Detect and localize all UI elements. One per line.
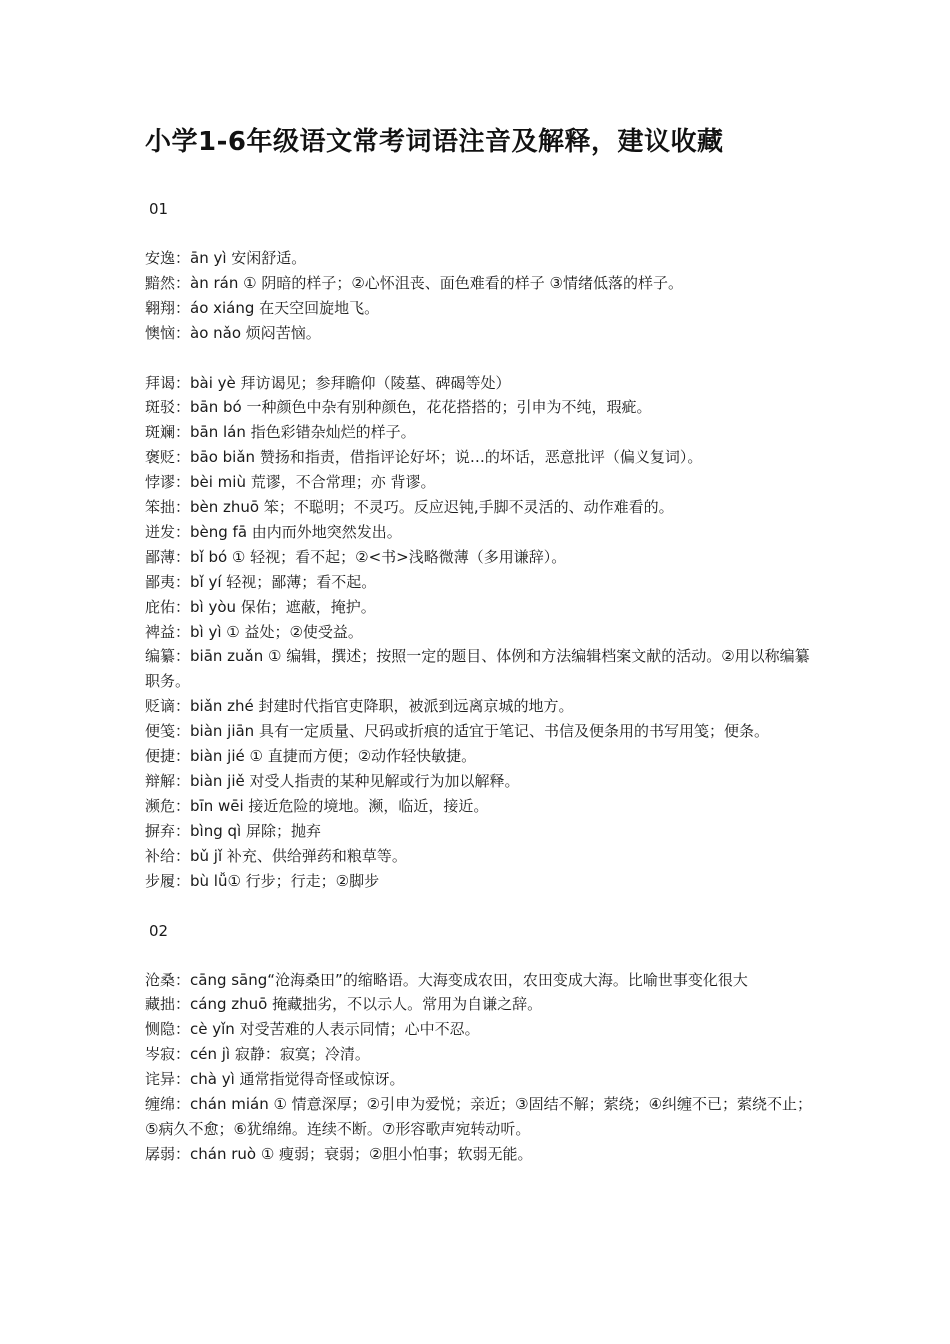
vocab-entry: 补给：bǔ jǐ 补充、供给弹药和粮草等。: [145, 846, 407, 865]
vocab-entry: 褒贬：bāo biǎn 赞扬和指责，借指评论好坏；说…的坏话，恶意批评（偏义复词）。: [145, 448, 703, 467]
section-number: 02: [149, 921, 169, 940]
vocab-entry: 斑驳：bān bó 一种颜色中杂有别种颜色，花花搭搭的；引申为不纯，瑕疵。: [145, 398, 652, 417]
vocab-entry: 藏拙：cáng zhuō 掩藏拙劣，不以示人。常用为自谦之辞。: [145, 995, 543, 1014]
vocab-entry: 恻隐：cè yǐn 对受苦难的人表示同情；心中不忍。: [145, 1020, 480, 1039]
section-number: 01: [149, 200, 169, 218]
vocab-entry: 辩解：biàn jiě 对受人指责的某种见解或行为加以解释。: [145, 772, 520, 791]
vocab-entry: 孱弱：chán ruò ① 瘦弱；衰弱；②胆小怕事；软弱无能。: [145, 1144, 533, 1163]
vocab-entry: 鄙夷：bǐ yí 轻视；鄙薄；看不起。: [145, 572, 377, 591]
vocab-entry: 贬谪：biǎn zhé 封建时代指官吏降职，被派到远离京城的地方。: [145, 697, 574, 716]
vocab-entry: 笨拙：bèn zhuō 笨；不聪明；不灵巧。反应迟钝,手脚不灵活的、动作难看的。: [145, 498, 674, 517]
vocab-entry: 濒危：bīn wēi 接近危险的境地。濒，临近，接近。: [145, 796, 489, 815]
vocab-entry: 便笺：biàn jiān 具有一定质量、尺码或折痕的适宜于笔记、书信及便条用的书写用笺；便条。: [145, 722, 769, 741]
vocab-entry: 便捷：biàn jié ① 直捷而方便；②动作轻快敏捷。: [145, 747, 477, 766]
section-01: [145, 197, 815, 919]
entry-list: [145, 246, 815, 894]
vocab-entry: 悖谬：bèi miù 荒谬，不合常理；亦 背谬。: [145, 473, 436, 492]
sections-container: [145, 197, 815, 1167]
vocab-entry: 沧桑：cāng sāng“沧海桑田”的缩略语。大海变成农田，农田变成大海。比喻世事变化很大: [145, 970, 748, 989]
vocab-entry: 编纂：biān zuǎn ① 编辑，撰述；按照一定的题目、体例和方法编辑档案文献的活动。②用以称编纂职务。: [145, 647, 810, 691]
vocab-entry: 安逸：ān yì 安闲舒适。: [145, 249, 307, 267]
vocab-entry: 斑斓：bān lán 指色彩错杂灿烂的样子。: [145, 423, 416, 442]
page-title: 小学1-6年级语文常考词语注音及解释，建议收藏: [145, 127, 724, 157]
vocab-entry: 黯然：àn rán ① 阴暗的样子；②心怀沮丧、面色难看的样子 ③情绪低落的样子。: [145, 273, 683, 292]
vocab-entry: 摒弃：bìng qì 屏除；抛弃: [145, 821, 321, 840]
document-page: [145, 0, 815, 1167]
vocab-entry: 岑寂：cén jì 寂静：寂寞；冷清。: [145, 1045, 370, 1064]
vocab-entry: 拜谒：bài yè 拜访谒见；参拜瞻仰（陵墓、碑碣等处）: [145, 373, 511, 392]
vocab-entry: 鄙薄：bǐ bó ① 轻视；看不起；②<书>浅略微薄（多用谦辞）。: [145, 547, 567, 566]
vocab-entry: 缠绵：chán mián ① 情意深厚；②引申为爱悦；亲近；③固结不解；萦绕；④纠缠不已；萦绕不止；⑤病久不愈；⑥犹绵绵。连续不断。⑦形容歌声宛转动听。: [145, 1095, 813, 1138]
vocab-entry: 翱翔：áo xiáng 在天空回旋地飞。: [145, 298, 380, 317]
section-02: [145, 919, 815, 1167]
vocab-entry: 诧异：chà yì 通常指觉得奇怪或惊讶。: [145, 1070, 405, 1089]
vocab-entry: 步履：bù lǚ① 行步；行走；②脚步: [145, 871, 380, 890]
vocab-entry: 懊恼：ào nǎo 烦闷苦恼。: [145, 323, 321, 342]
vocab-entry: 庇佑：bì yòu 保佑；遮蔽，掩护。: [145, 597, 376, 616]
entry-list: [145, 968, 815, 1167]
vocab-entry: 迸发：bèng fā 由内而外地突然发出。: [145, 522, 402, 541]
vocab-entry: 裨益：bì yì ① 益处；②使受益。: [145, 622, 363, 641]
